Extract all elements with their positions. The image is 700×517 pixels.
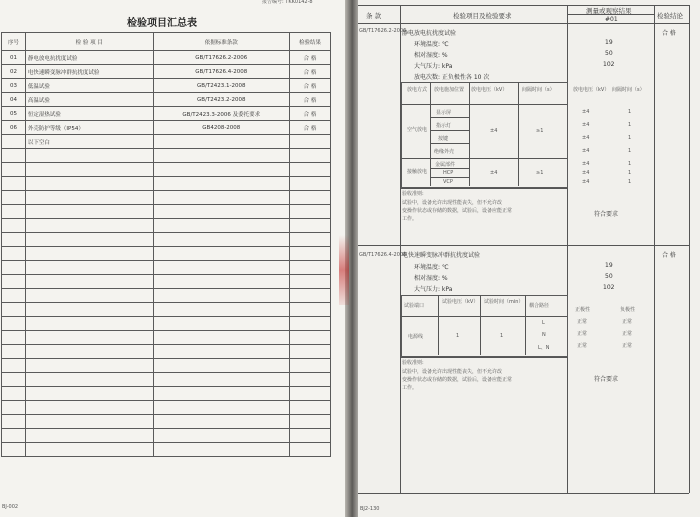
table-cell-std [153,429,290,443]
s2-res-pos-0: 正常 [577,319,588,325]
s1-res-interval-4: 1 [628,161,632,167]
left-footer: BJ-002 [2,504,19,510]
table-cell-item [25,219,153,233]
summary-title: 检验项目汇总表 [127,18,197,29]
table-cell-item [25,163,153,177]
s1-contact-voltage: ±4 [490,170,498,176]
s1-contact-interval: ≥1 [536,170,544,176]
table-row [2,275,331,289]
s1-res-voltage-3: ±4 [582,148,590,154]
table-cell-res: 合 格 [290,79,331,93]
table-cell-res: 合 格 [290,121,331,135]
s2-h-port: 试验端口 [404,303,425,309]
table-row [2,121,331,135]
s1-air-pos-3: 绝缘外壳 [434,149,455,155]
table-cell-no: 06 [2,121,26,135]
s1-res-voltage-4: ±4 [582,161,590,167]
s1-res-voltage-5: ±4 [582,170,590,176]
table-cell-std [153,149,290,163]
table-cell-item: 低温试验 [25,79,153,93]
table-cell-std [153,303,290,317]
table-cell-std [153,331,290,345]
table-cell-no [2,233,26,247]
column-header: 检 验 项 目 [25,33,153,51]
table-cell-res: 合 格 [290,93,331,107]
table-cell-std [153,345,290,359]
s2-criteria-2: 工作。 [402,385,418,391]
header-clause: 条 款 [366,12,382,20]
s1-res-voltage-1: ±4 [582,122,590,128]
table-cell-res [290,191,331,205]
table-cell-no: 02 [2,65,26,79]
table-cell-res [290,247,331,261]
table-cell-res [290,401,331,415]
table-cell-no [2,205,26,219]
table-cell-item [25,205,153,219]
s1-contact-pos-0: 金属部件 [435,162,456,168]
table-row [2,317,331,331]
s2-res-pos-2: 正常 [577,343,588,349]
table-cell-res [290,205,331,219]
table-row [2,149,331,163]
s2-conclusion: 合 格 [662,252,676,259]
right-footer: BJ2-130 [360,506,380,512]
s1-res-interval-3: 1 [628,148,632,154]
s2-env-pressure: 大气压力: kPa [414,286,453,293]
table-cell-std: GB/T2423.1-2008 [153,79,290,93]
table-cell-no [2,415,26,429]
s1-criteria-label: 验收准则: [402,191,424,197]
s1-res-h-voltage: 放电电压（kV） [573,87,610,93]
s1-res-voltage-0: ±4 [582,109,590,115]
header-results: 测量或观察结果 [586,7,632,15]
table-row [2,415,331,429]
table-cell-std [153,177,290,191]
table-cell-item [25,303,153,317]
s1-title: 静电放电抗扰度试验 [402,30,457,37]
left-page [0,0,345,517]
table-cell-std [153,401,290,415]
table-cell-item: 恒定湿热试验 [25,107,153,121]
table-cell-no [2,275,26,289]
table-row [2,247,331,261]
table-cell-item: 静电放电抗扰度试验 [25,51,153,65]
table-cell-res: 合 格 [290,51,331,65]
table-cell-no [2,443,26,457]
summary-table [1,32,331,457]
table-cell-res [290,359,331,373]
table-cell-item: 以下空白 [25,135,153,149]
s1-clause: GB/T17626.2-2006 [359,28,407,34]
s1-criteria-1: 变操作状态或存储的数据，试验后，设备应能正常 [402,208,513,214]
table-row [2,107,331,121]
table-cell-res [290,415,331,429]
table-cell-no: 01 [2,51,26,65]
table-cell-item [25,247,153,261]
table-row [2,51,331,65]
table-cell-item [25,233,153,247]
table-cell-item [25,373,153,387]
table-cell-no [2,331,26,345]
s2-env-temp: 环境温度: ℃ [414,264,449,271]
s1-res-interval-1: 1 [628,122,632,128]
s1-criteria-0: 试验中，设备允许出现性能丧失，但不允许改 [402,200,503,206]
table-cell-item [25,149,153,163]
table-cell-std [153,191,290,205]
table-row [2,93,331,107]
s1-env-val-humidity: 50 [605,50,613,57]
table-row [2,191,331,205]
table-cell-res [290,261,331,275]
table-cell-std [153,219,290,233]
table-row [2,135,331,149]
table-cell-item [25,429,153,443]
table-cell-no: 04 [2,93,26,107]
table-cell-res [290,135,331,149]
table-cell-item [25,331,153,345]
s1-res-h-interval: 间隔时间（s） [612,87,645,93]
s2-res-pos-1: 正常 [577,331,588,337]
s2-path-2: L、N [538,345,550,351]
s1-env-humidity: 相对湿度: % [414,52,448,59]
s1-env-temp: 环境温度: ℃ [414,41,449,48]
table-cell-res [290,233,331,247]
table-cell-no [2,345,26,359]
s2-res-neg-2: 正常 [622,343,633,349]
table-row [2,289,331,303]
table-cell-std [153,205,290,219]
header-items: 检验项目及检验要求 [453,12,512,20]
s2-h-voltage: 试验电压（kV） [442,299,479,305]
s2-env-val-humidity: 50 [605,273,613,280]
table-cell-no [2,373,26,387]
report-number: 报告编号: TKK0142-8 [262,0,313,5]
s1-contact-pos-2: VCP [443,179,453,185]
table-cell-no [2,387,26,401]
table-cell-no [2,219,26,233]
table-cell-std [153,275,290,289]
s2-voltage: 1 [456,333,460,339]
table-cell-res [290,289,331,303]
table-cell-no [2,359,26,373]
s1-res-interval-6: 1 [628,179,632,185]
s1-res-interval-0: 1 [628,109,632,115]
header-sample: #01 [605,16,618,23]
table-cell-no [2,261,26,275]
table-cell-item [25,359,153,373]
table-cell-res [290,149,331,163]
table-cell-std [153,443,290,457]
table-cell-std [153,233,290,247]
s2-criteria-1: 变操作状态或存储的数据，试验后，设备应能正常 [402,377,513,383]
table-row [2,373,331,387]
s2-path-1: N [542,332,546,338]
s2-res-h-pos: 正极性 [575,307,591,313]
table-cell-no [2,149,26,163]
table-cell-std [153,373,290,387]
s2-clause: GB/T17626.4-2008 [359,252,407,258]
s1-contact-pos-1: HCP [443,170,454,176]
s1-air-pos-1: 指示灯 [436,123,452,129]
s1-res-voltage-2: ±4 [582,135,590,141]
s1-res-interval-2: 1 [628,135,632,141]
table-row [2,261,331,275]
table-cell-res [290,317,331,331]
s2-criteria-label: 验收准则: [402,360,424,366]
s1-h-interval: 间隔时间（s） [522,87,555,93]
table-cell-res [290,387,331,401]
table-cell-item [25,275,153,289]
s1-h-pos: 放电施加位置 [434,87,465,93]
table-cell-res [290,219,331,233]
table-cell-res [290,429,331,443]
table-cell-res [290,331,331,345]
s1-air-pos-0: 显示屏 [436,110,452,116]
s1-air-pos-2: 按键 [438,136,449,142]
s2-res-neg-1: 正常 [622,331,633,337]
s1-res-voltage-6: ±4 [582,179,590,185]
table-cell-std [153,135,290,149]
table-header-row [2,33,331,51]
table-cell-res [290,177,331,191]
s1-air: 空气放电 [407,127,428,133]
s1-conclusion: 合 格 [662,30,676,37]
s1-criteria-2: 工作。 [402,216,418,222]
table-cell-res [290,303,331,317]
table-row [2,443,331,457]
table-cell-res [290,163,331,177]
s1-env-pressure: 大气压力: kPa [414,63,453,70]
table-cell-std: GB4208-2008 [153,121,290,135]
s2-env-humidity: 相对湿度: % [414,275,448,282]
table-row [2,345,331,359]
table-cell-item [25,401,153,415]
table-cell-item [25,177,153,191]
table-cell-item [25,289,153,303]
s2-env-val-temp: 19 [605,262,613,269]
table-cell-no [2,135,26,149]
table-cell-item [25,443,153,457]
table-cell-res [290,443,331,457]
column-header: 依据标准条款 [153,33,290,51]
table-cell-std: GB/T2423.2-2008 [153,93,290,107]
s1-res-interval-5: 1 [628,170,632,176]
table-cell-item [25,317,153,331]
table-cell-no [2,317,26,331]
table-cell-std [153,359,290,373]
table-cell-no [2,247,26,261]
table-row [2,387,331,401]
table-cell-item [25,345,153,359]
table-cell-item [25,261,153,275]
table-row [2,429,331,443]
table-cell-no [2,303,26,317]
s2-env-val-pressure: 102 [603,284,615,291]
s1-h-mode: 放电方式 [407,87,428,93]
table-cell-item [25,415,153,429]
table-row [2,303,331,317]
table-row [2,219,331,233]
table-cell-item [25,191,153,205]
table-cell-no: 03 [2,79,26,93]
table-cell-res: 合 格 [290,65,331,79]
table-cell-std [153,387,290,401]
table-cell-no: 05 [2,107,26,121]
table-cell-no [2,191,26,205]
s1-env-val-temp: 19 [605,39,613,46]
table-row [2,177,331,191]
table-cell-std [153,289,290,303]
s1-air-voltage: ±4 [490,128,498,134]
table-cell-item [25,387,153,401]
s2-port: 电源线 [408,334,424,340]
table-cell-item: 外壳防护等级（IP54） [25,121,153,135]
table-cell-item: 电快速瞬变脉冲群抗扰度试验 [25,65,153,79]
s2-res-neg-0: 正常 [622,319,633,325]
table-row [2,205,331,219]
s2-criteria-0: 试验中，设备允许出现性能丧失，但不允许改 [402,369,503,375]
table-cell-std [153,261,290,275]
header-conclusion: 检验结论 [657,12,683,20]
s1-env-count: 放电次数: 正负极性各 10 次 [414,74,490,81]
table-cell-item: 高温试验 [25,93,153,107]
table-cell-res [290,373,331,387]
table-cell-no [2,177,26,191]
s1-h-voltage: 放电电压（kV） [471,87,508,93]
table-cell-no [2,429,26,443]
table-row [2,401,331,415]
table-cell-std [153,317,290,331]
table-row [2,331,331,345]
table-row [2,163,331,177]
table-cell-no [2,401,26,415]
s1-air-interval: ≥1 [536,128,544,134]
table-cell-no [2,289,26,303]
table-cell-std: GB/T2423.3-2006 及委托要求 [153,107,290,121]
table-cell-std [153,163,290,177]
table-row [2,79,331,93]
s2-result-text: 符合要求 [594,376,619,383]
table-cell-std: GB/T17626.4-2008 [153,65,290,79]
s1-env-val-pressure: 102 [603,61,615,68]
table-row [2,359,331,373]
column-header: 序号 [2,33,26,51]
s1-result-text: 符合要求 [594,211,619,218]
s2-path-0: L [542,320,545,326]
table-cell-std [153,247,290,261]
s2-title: 电快速瞬变脉冲群抗扰度试验 [402,252,481,259]
s2-h-time: 试验时间（min） [484,299,524,305]
red-seal-fragment [339,235,349,305]
table-row [2,65,331,79]
s2-time: 1 [500,333,504,339]
s1-contact: 接触放电 [407,169,428,175]
s2-res-h-neg: 负极性 [620,307,636,313]
table-row [2,233,331,247]
table-cell-std: GB/T17626.2-2006 [153,51,290,65]
table-cell-std [153,415,290,429]
right-page [358,0,700,517]
column-header: 检验结果 [290,33,331,51]
table-cell-no [2,163,26,177]
table-cell-res [290,275,331,289]
table-cell-res [290,345,331,359]
table-cell-res: 合 格 [290,107,331,121]
s2-h-path: 耦合路径 [529,303,550,309]
